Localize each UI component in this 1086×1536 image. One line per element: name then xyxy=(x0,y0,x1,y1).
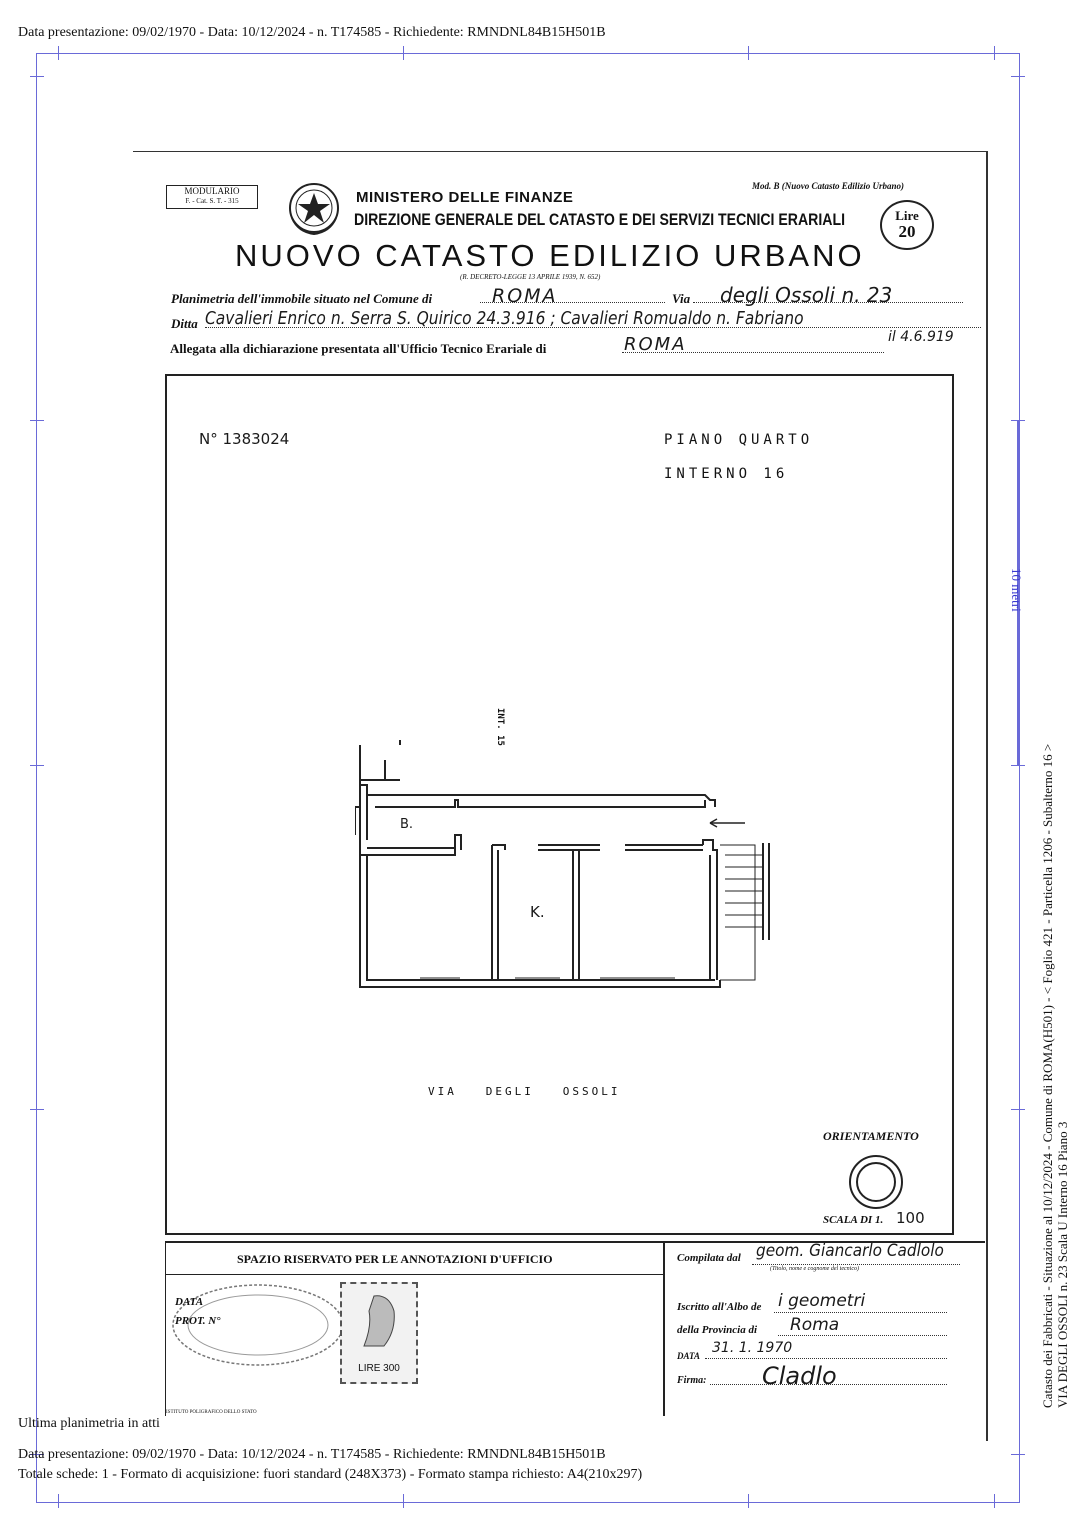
compilata-value: geom. Giancarlo Cadlolo xyxy=(756,1241,944,1261)
iscritto-value: i geometri xyxy=(778,1291,866,1311)
room-b-label: B. xyxy=(400,817,414,832)
catasto-side-line2: VIA DEGLI OSSOLI n. 23 Scala U Interno 16 Piano 3 xyxy=(1055,1121,1070,1408)
catasto-side-line1: Catasto dei Fabbricati - Situazione al 10/12/2024 - Comune di ROMA(H501) - < Foglio 421 - Particella 1206 - Subalterno 16 > xyxy=(1040,743,1055,1408)
mod-label: Mod. B (Nuovo Catasto Edilizio Urbano) xyxy=(752,181,905,191)
orientation-compass-icon xyxy=(847,1153,905,1216)
prot-label: PROT. N° xyxy=(175,1315,221,1327)
ditta-cont: il 4.6.919 xyxy=(888,329,954,345)
data2-value: 31. 1. 1970 xyxy=(712,1340,793,1356)
data2-label: DATA xyxy=(677,1351,701,1361)
int15-label: INT. 15 xyxy=(495,708,505,746)
ditta-label: Ditta xyxy=(171,316,198,331)
comune-value: ROMA xyxy=(492,285,558,307)
ditta-value: Cavalieri Enrico n. Serra S. Quirico 24.3.916 ; Cavalieri Romualdo n. Fabriano xyxy=(205,308,804,329)
provincia-label: della Provincia di xyxy=(677,1324,758,1336)
ministry-title: MINISTERO DELLE FINANZE xyxy=(356,189,574,206)
room-k-label: K. xyxy=(530,903,545,921)
data-label: DATA xyxy=(175,1296,204,1308)
iscritto-label: Iscritto all'Albo de xyxy=(677,1301,762,1313)
via-label: Via xyxy=(672,291,691,306)
floor-plan xyxy=(355,735,780,995)
bottom-line1: Data presentazione: 09/02/1970 - Data: 10/12/2024 - n. T174585 - Richiedente: RMNDNL84B15H501B xyxy=(18,1447,606,1462)
firma-label: Firma: xyxy=(677,1375,707,1386)
lire-badge: Lire 20 xyxy=(880,200,934,250)
interno-label: INTERNO 16 xyxy=(664,466,789,482)
compilata-label: Compilata dal xyxy=(677,1252,741,1264)
decree-label: (R. DECRETO-LEGGE 13 APRILE 1939, N. 652) xyxy=(460,273,601,281)
header-line: Data presentazione: 09/02/1970 - Data: 10/12/2024 - n. T174585 - Richiedente: RMNDNL84B15H501B xyxy=(18,25,606,40)
annotazioni-label: SPAZIO RISERVATO PER LE ANNOTAZIONI D'UFFICIO xyxy=(237,1252,553,1266)
main-title: NUOVO CATASTO EDILIZIO URBANO xyxy=(235,238,865,273)
printer-label: ISTITUTO POLIGRAFICO DELLO STATO xyxy=(166,1410,257,1415)
scala-label: SCALA DI 1. xyxy=(823,1214,884,1226)
planimetria-label: Planimetria dell'immobile situato nel Comune di xyxy=(171,291,433,306)
street-label: VIA DEGLI OSSOLI xyxy=(428,1085,621,1098)
compilata-note: (Titolo, nome e cognome del tecnico) xyxy=(770,1266,859,1272)
scala-value: 100 xyxy=(896,1209,925,1227)
orientamento-label: ORIENTAMENTO xyxy=(823,1129,919,1143)
ultima-label: Ultima planimetria in atti xyxy=(18,1416,160,1431)
ufficio-value: ROMA xyxy=(624,334,687,355)
republic-emblem-icon xyxy=(284,180,344,241)
revenue-stamp: LIRE 300 xyxy=(340,1282,418,1384)
bottom-line2: Totale schede: 1 - Formato di acquisizione: fuori standard (248X373) - Formato stampa richiesto: A4(210x297) xyxy=(18,1467,643,1482)
floor-label: PIANO QUARTO xyxy=(664,432,814,448)
provincia-value: Roma xyxy=(790,1315,840,1335)
scale-bar-label: 10 metri xyxy=(1009,568,1024,612)
direction-title: DIREZIONE GENERALE DEL CATASTO E DEI SERVIZI TECNICI ERARIALI xyxy=(354,210,846,229)
allegata-label: Allegata alla dichiarazione presentata all'Ufficio Tecnico Erariale di xyxy=(170,341,547,356)
modulario-box: MODULARIO F. - Cat. S. T. - 315 xyxy=(166,185,258,209)
via-value: degli Ossoli n. 23 xyxy=(720,283,893,307)
firma-value: Cladlo xyxy=(762,1362,837,1390)
plan-number: N° 1383024 xyxy=(199,430,290,448)
